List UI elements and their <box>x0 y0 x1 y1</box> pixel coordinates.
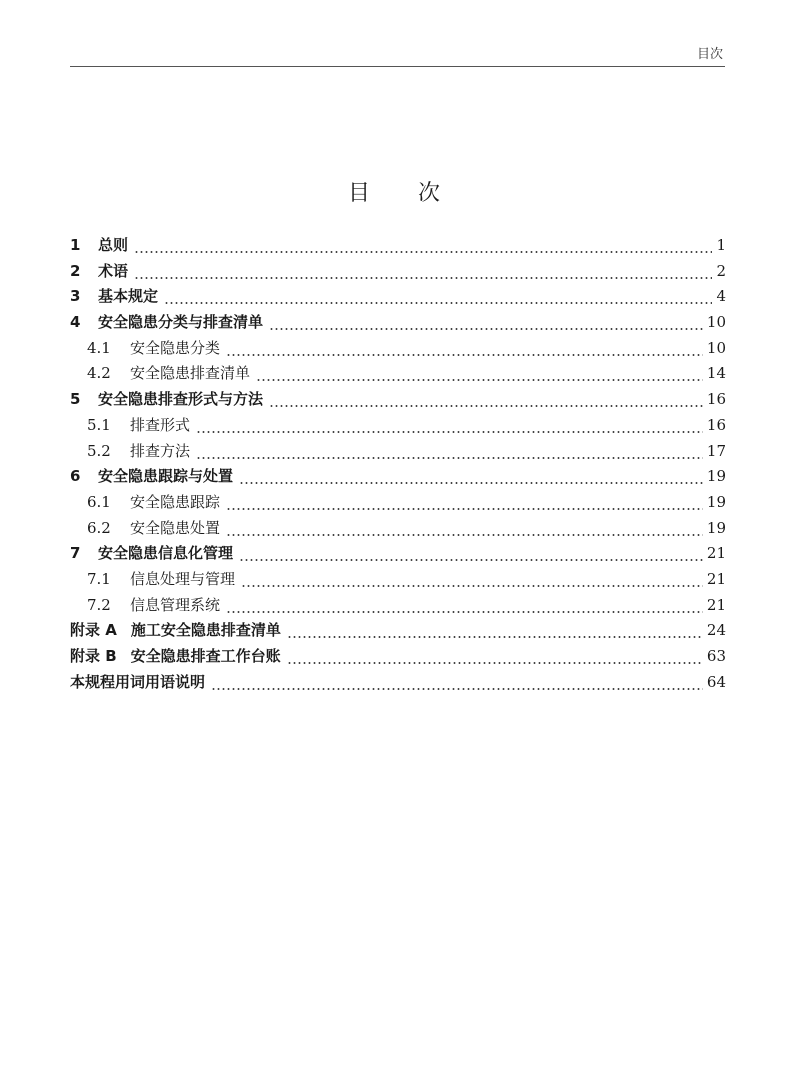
toc-entry-page-number: 21 <box>706 595 726 614</box>
toc-entry-number: 7 <box>70 544 81 563</box>
toc-dot-leader <box>196 413 703 439</box>
toc-entry-section[interactable] <box>70 336 726 362</box>
toc-entry-section[interactable] <box>70 361 726 387</box>
toc-entry-page-number: 21 <box>706 544 726 563</box>
toc-entry-title: 术语 <box>98 261 129 280</box>
toc-dot-leader <box>226 336 703 362</box>
toc-entry-page-number: 19 <box>706 467 726 486</box>
toc-entry-page-number: 10 <box>706 338 726 357</box>
toc-entry-page-number: 14 <box>706 364 726 383</box>
toc-entry-title: 安全隐患排查形式与方法 <box>98 390 264 409</box>
toc-entry-chapter[interactable] <box>70 310 726 336</box>
toc-entry-page-number: 2 <box>716 261 726 280</box>
toc-entry-number: 5 <box>70 390 81 409</box>
toc-entry-page-number: 19 <box>706 518 726 537</box>
toc-entry-number: 附录 A <box>70 621 117 640</box>
toc-entry-title: 安全隐患分类与排查清单 <box>98 313 264 332</box>
toc-dot-leader <box>256 361 703 387</box>
toc-entry-title: 施工安全隐患排查清单 <box>130 621 281 640</box>
toc-entry-chapter[interactable] <box>70 464 726 490</box>
toc-entry-appendix[interactable] <box>70 670 726 696</box>
toc-dot-leader <box>226 593 703 619</box>
page-title <box>0 176 790 207</box>
toc-entry-number: 5.1 <box>87 415 111 434</box>
toc-entry-number: 7.1 <box>87 569 111 588</box>
toc-entry-number: 4 <box>70 313 81 332</box>
toc-entry-title: 基本规定 <box>98 287 159 306</box>
toc-entry-page-number: 19 <box>706 492 726 511</box>
toc-entry-chapter[interactable] <box>70 259 726 285</box>
toc-entry-section[interactable] <box>70 567 726 593</box>
toc-dot-leader <box>239 464 703 490</box>
toc-entry-title: 安全隐患处置 <box>130 518 221 537</box>
toc-entry-page-number: 24 <box>706 621 726 640</box>
toc-entry-section[interactable] <box>70 413 726 439</box>
toc-entry-chapter[interactable] <box>70 541 726 567</box>
toc-entry-page-number: 64 <box>706 672 726 691</box>
toc-entry-number: 6.2 <box>87 518 111 537</box>
toc-entry-chapter[interactable] <box>70 387 726 413</box>
toc-entry-title: 排查形式 <box>130 415 191 434</box>
toc-entry-title: 安全隐患跟踪 <box>130 492 221 511</box>
toc-entry-appendix[interactable] <box>70 618 726 644</box>
toc-entry-title: 安全隐患信息化管理 <box>98 544 234 563</box>
toc-entry-title: 安全隐患排查清单 <box>130 364 251 383</box>
toc-dot-leader <box>134 259 712 285</box>
toc-entry-title: 总则 <box>98 236 129 254</box>
toc-entry-title: 信息管理系统 <box>130 595 221 614</box>
toc-entry-number: 4.2 <box>87 364 111 383</box>
toc-entry-title: 本规程用词用语说明 <box>70 672 206 691</box>
toc-entry-chapter[interactable] <box>70 233 726 259</box>
toc-entry-number: 7.2 <box>87 595 111 614</box>
toc-dot-leader <box>226 516 703 542</box>
toc-dot-leader <box>226 490 703 516</box>
toc-entry-number: 2 <box>70 261 81 280</box>
toc-entry-page-number: 1 <box>716 236 726 254</box>
toc-dot-leader <box>211 670 703 696</box>
toc-entry-number: 5.2 <box>87 441 111 460</box>
toc-entry-page-number: 10 <box>706 313 726 332</box>
toc-dot-leader <box>269 310 703 336</box>
toc-entry-title: 安全隐患跟踪与处置 <box>98 467 234 486</box>
table-of-contents <box>70 233 726 695</box>
toc-entry-page-number: 17 <box>706 441 726 460</box>
toc-entry-title: 安全隐患排查工作台账 <box>130 647 281 665</box>
toc-entry-section[interactable] <box>70 439 726 465</box>
toc-entry-chapter[interactable] <box>70 284 726 310</box>
toc-entry-page-number: 63 <box>706 647 726 665</box>
page-title-char-2: 次 <box>418 181 443 206</box>
toc-entry-section[interactable] <box>70 516 726 542</box>
toc-entry-number: 6.1 <box>87 492 111 511</box>
toc-entry-title: 信息处理与管理 <box>130 569 236 588</box>
toc-dot-leader <box>287 644 703 670</box>
toc-dot-leader <box>269 387 703 413</box>
toc-entry-section[interactable] <box>70 490 726 516</box>
toc-dot-leader <box>241 567 703 593</box>
toc-entry-number: 3 <box>70 287 81 306</box>
toc-entry-number: 4.1 <box>87 338 111 357</box>
toc-entry-page-number: 21 <box>706 569 726 588</box>
page-title-char-1: 目 <box>347 181 372 206</box>
toc-dot-leader <box>239 541 703 567</box>
toc-dot-leader <box>164 284 712 310</box>
toc-entry-number: 6 <box>70 467 81 486</box>
toc-entry-page-number: 16 <box>706 390 726 409</box>
toc-entry-number: 附录 B <box>70 647 117 665</box>
toc-entry-page-number: 4 <box>716 287 726 306</box>
toc-entry-number: 1 <box>70 236 81 254</box>
toc-entry-section[interactable] <box>70 593 726 619</box>
toc-dot-leader <box>287 618 703 644</box>
toc-dot-leader <box>196 439 703 465</box>
toc-entry-title: 安全隐患分类 <box>130 338 221 357</box>
toc-entry-page-number: 16 <box>706 415 726 434</box>
toc-entry-title: 排查方法 <box>130 441 191 460</box>
running-header-label: 目次 <box>696 47 723 62</box>
running-header <box>70 40 725 67</box>
toc-dot-leader <box>134 233 712 259</box>
toc-entry-appendix[interactable] <box>70 644 726 670</box>
